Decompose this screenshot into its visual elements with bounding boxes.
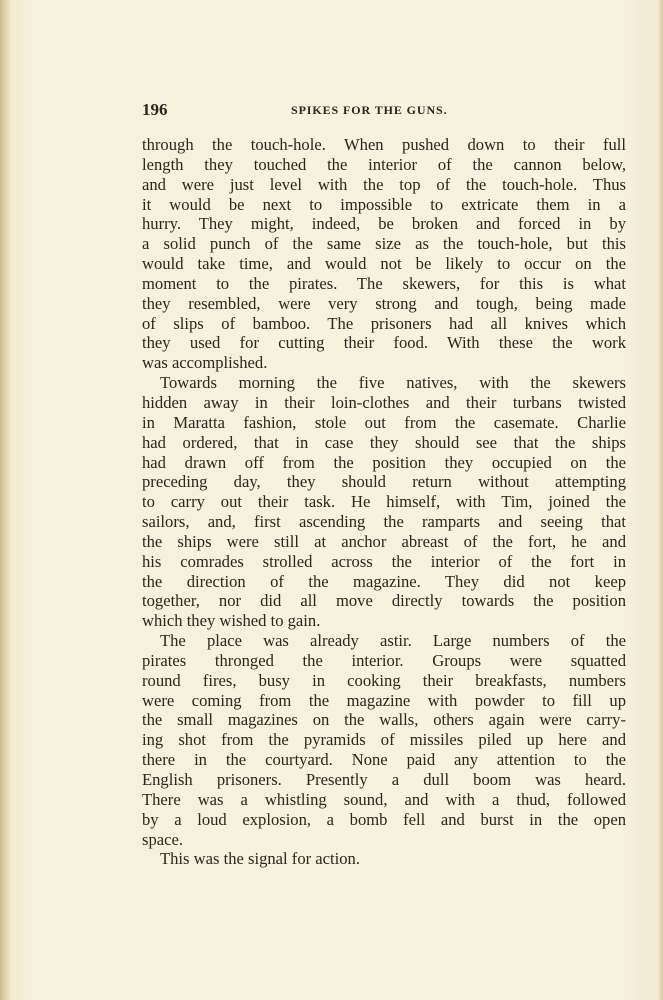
page-edge: [658, 0, 663, 1000]
text-line: they resembled, were very strong and tough, being made: [142, 293, 626, 313]
text-line: hurry. They might, indeed, be broken and forced in by: [142, 214, 626, 234]
text-line: This was the signal for action.: [160, 849, 361, 869]
text-line: space.: [142, 829, 183, 849]
text-line: The place was already astir. Large numbers of the: [160, 631, 626, 651]
text-line: preceding day, they should return without attempting: [142, 472, 626, 492]
text-line: the ships were still at anchor abreast of the fort, he and: [142, 531, 626, 551]
text-line: were coming from the magazine with powder to fill up: [142, 690, 626, 710]
text-line: length they touched the interior of the cannon below,: [142, 154, 626, 174]
text-line: together, nor did all move directly towards the position: [142, 591, 626, 611]
text-line: pirates thronged the interior. Groups were squatted: [142, 650, 626, 670]
text-line: Towards morning the five natives, with the skewers: [160, 373, 626, 393]
text-line: English prisoners. Presently a dull boom was heard.: [142, 770, 626, 789]
text-line: of slips of bamboo. The prisoners had all knives which: [142, 313, 626, 333]
text-line: by a loud explosion, a bomb fell and burst in the open: [142, 809, 626, 829]
text-line: round fires, busy in cooking their breakfasts, numbers: [142, 670, 626, 690]
text-line: had ordered, that in case they should see that the ships: [142, 432, 626, 452]
text-line: would take time, and would not be likely to occur on the: [142, 254, 626, 274]
text-line: sailors, and, first ascending the ramparts and seeing that: [142, 512, 626, 532]
text-line: and were just level with the top of the touch-hole. Thus: [142, 174, 626, 194]
text-line: which they wished to gain.: [142, 611, 321, 631]
text-line: there in the courtyard. None paid any attention to the: [142, 750, 626, 770]
text-line: moment to the pirates. The skewers, for this is what: [142, 273, 626, 293]
running-title: SPIKES FOR THE GUNS.: [291, 103, 448, 117]
text-line: in Maratta fashion, stole out from the casemate. Charlie: [142, 412, 626, 432]
text-line: it would be next to impossible to extricate them in a: [142, 194, 626, 214]
text-line: a solid punch of the same size as the touch-hole, but this: [142, 234, 626, 254]
text-line: There was a whistling sound, and with a thud, followed: [142, 789, 626, 809]
text-line: his comrades strolled across the interior of the fort in: [142, 551, 626, 571]
text-line: was accomplished.: [142, 353, 268, 373]
running-header: [142, 100, 626, 122]
text-line: through the touch-hole. When pushed down to their full: [142, 135, 626, 154]
text-line: the direction of the magazine. They did not keep: [142, 571, 626, 591]
text-line: had drawn off from the position they occupied on the: [142, 452, 626, 472]
text-line: ing shot from the pyramids of missiles piled up here and: [142, 730, 626, 750]
text-line: hidden away in their loin-clothes and their turbans twisted: [142, 392, 626, 412]
binding-edge: [0, 0, 10, 1000]
text-line: they used for cutting their food. With these the work: [142, 333, 626, 353]
page-number: 196: [142, 100, 168, 119]
text-line: the small magazines on the walls, others again were carry-: [142, 710, 626, 730]
text-line: to carry out their task. He himself, with Tim, joined the: [142, 492, 626, 512]
body-text: [142, 135, 626, 869]
